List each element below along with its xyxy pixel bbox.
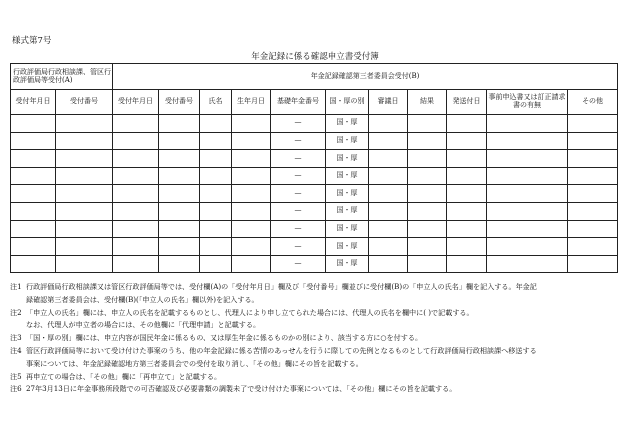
table-row: [11, 220, 618, 238]
entry-cell[interactable]: [369, 132, 408, 150]
entry-cell[interactable]: [568, 115, 618, 133]
entry-cell[interactable]: [159, 202, 200, 220]
pension-no-cell[interactable]: —: [271, 115, 326, 133]
entry-cell[interactable]: [447, 255, 487, 273]
table-row: [11, 255, 618, 273]
note-text: なお、代理人が申立者の場合には、その他欄に「代理申請」と記載する。: [26, 320, 261, 330]
entry-cell[interactable]: [56, 167, 113, 185]
entry-cell[interactable]: [11, 255, 56, 273]
entry-cell[interactable]: [487, 132, 568, 150]
note-label: 注2: [10, 307, 22, 317]
col-b-received-no: 受付番号: [159, 90, 200, 115]
note-text: 「国・厚の別」欄には、申立内容が国民年金に係るもの、又は厚生年金に係るものかの別により、該当する方に○を付する。: [26, 333, 423, 343]
entry-cell[interactable]: [232, 132, 271, 150]
note-label: 注5: [10, 371, 22, 381]
entry-cell[interactable]: [11, 202, 56, 220]
group-header-admin-office: 行政評価局行政相談課、管区行政評価局等受付(A): [11, 64, 113, 90]
note-line: [10, 345, 622, 358]
note-line: [10, 281, 622, 294]
form-number: 様式第7号: [12, 36, 52, 46]
entry-cell[interactable]: [487, 202, 568, 220]
entry-cell[interactable]: [56, 202, 113, 220]
pension-no-cell[interactable]: —: [271, 202, 326, 220]
note-text: 行政評価局行政相談課又は管区行政評価局等では、受付欄(A)の「受付年月日」欄及び「受付番号」欄並びに受付欄(B)の「申立人の氏名」欄を記入する。年金記: [26, 282, 537, 291]
entry-cell[interactable]: [159, 255, 200, 273]
entry-cell[interactable]: [408, 220, 447, 238]
col-result: 結果: [408, 90, 447, 115]
col-a-received-date: 受付年月日: [11, 90, 56, 115]
kokumin-kosei-cell[interactable]: 国・厚: [326, 202, 369, 220]
entry-cell[interactable]: [56, 150, 113, 168]
entry-cell[interactable]: [232, 115, 271, 133]
table-row: [11, 167, 618, 185]
pension-no-cell[interactable]: —: [271, 167, 326, 185]
entry-cell[interactable]: [56, 220, 113, 238]
entry-cell[interactable]: [408, 238, 447, 256]
pension-no-cell[interactable]: —: [271, 150, 326, 168]
entry-cell[interactable]: [369, 255, 408, 273]
entry-cell[interactable]: [447, 185, 487, 203]
pension-no-cell[interactable]: —: [271, 185, 326, 203]
entry-cell[interactable]: [159, 185, 200, 203]
kokumin-kosei-cell[interactable]: 国・厚: [326, 185, 369, 203]
note-text: 再申立ての場合は、「その他」欄に「再申立て」と記載する。: [26, 371, 222, 381]
entry-cell[interactable]: [159, 115, 200, 133]
entry-cell[interactable]: [232, 202, 271, 220]
entry-cell[interactable]: [369, 238, 408, 256]
entry-cell[interactable]: [56, 132, 113, 150]
table-row: [11, 150, 618, 168]
entry-cell[interactable]: [11, 220, 56, 238]
entry-cell[interactable]: [159, 132, 200, 150]
entry-cell[interactable]: [11, 115, 56, 133]
entry-cell[interactable]: [568, 255, 618, 273]
entry-cell[interactable]: [200, 150, 232, 168]
notes-section: [10, 281, 622, 396]
note-line: [10, 358, 622, 371]
entry-cell[interactable]: [200, 132, 232, 150]
note-label: 注1: [10, 282, 22, 291]
reception-ledger-table: [10, 63, 618, 273]
entry-cell[interactable]: [113, 115, 159, 133]
entry-cell[interactable]: [408, 185, 447, 203]
entry-cell[interactable]: [408, 255, 447, 273]
entry-cell[interactable]: [568, 132, 618, 150]
kokumin-kosei-cell[interactable]: 国・厚: [326, 255, 369, 273]
pension-no-cell[interactable]: —: [271, 238, 326, 256]
note-line: [10, 307, 622, 320]
table-row: [11, 202, 618, 220]
note-label: [10, 319, 26, 332]
note-line: [10, 383, 622, 396]
entry-cell[interactable]: [408, 150, 447, 168]
entry-cell[interactable]: [568, 238, 618, 256]
col-revised-request: 事前申込書又は訂正請求書の有無: [487, 90, 568, 115]
entry-cell[interactable]: [568, 150, 618, 168]
entry-cell[interactable]: [113, 202, 159, 220]
entry-cell[interactable]: [11, 132, 56, 150]
note-label: [10, 294, 26, 307]
note-text: 録確認第三者委員会は、受付欄(B)(「申立人の氏名」欄以外)を記入する。: [26, 294, 259, 304]
table-row: [11, 185, 618, 203]
col-a-received-no: 受付番号: [56, 90, 113, 115]
entry-cell[interactable]: [11, 238, 56, 256]
kokumin-kosei-cell[interactable]: 国・厚: [326, 238, 369, 256]
entry-cell[interactable]: [113, 167, 159, 185]
note-line: [10, 371, 622, 384]
table-row: [11, 132, 618, 150]
col-sent-date: 発送付日: [447, 90, 487, 115]
entry-cell[interactable]: [568, 220, 618, 238]
entry-cell[interactable]: [408, 132, 447, 150]
entry-cell[interactable]: [408, 167, 447, 185]
entry-cell[interactable]: [447, 167, 487, 185]
entry-cell[interactable]: [568, 185, 618, 203]
entry-cell[interactable]: [369, 185, 408, 203]
table-row: [11, 115, 618, 133]
entry-cell[interactable]: [232, 255, 271, 273]
entry-cell[interactable]: [113, 132, 159, 150]
entry-cell[interactable]: [232, 185, 271, 203]
pension-no-cell[interactable]: —: [271, 132, 326, 150]
note-line: [10, 294, 622, 307]
entry-cell[interactable]: [11, 167, 56, 185]
note-text: 「申立人の氏名」欄には、申立人の氏名を記載するものとし、代理人により申し立てられた場合には、代理人の氏名を欄中に( )で記載する。: [26, 307, 474, 317]
entry-cell[interactable]: [447, 150, 487, 168]
entry-cell[interactable]: [369, 202, 408, 220]
entry-cell[interactable]: [200, 255, 232, 273]
pension-no-cell[interactable]: —: [271, 255, 326, 273]
entry-cell[interactable]: [369, 115, 408, 133]
entry-cell[interactable]: [200, 115, 232, 133]
entry-cell[interactable]: [369, 167, 408, 185]
table-row: [11, 238, 618, 256]
group-header-committee: 年金記録確認第三者委員会受付(B): [113, 64, 618, 90]
entry-cell[interactable]: [159, 238, 200, 256]
pension-no-cell[interactable]: —: [271, 220, 326, 238]
note-line: [10, 332, 622, 345]
ledger-rows: [11, 115, 618, 273]
note-label: 注3: [10, 333, 22, 343]
entry-cell[interactable]: [200, 185, 232, 203]
entry-cell[interactable]: [56, 238, 113, 256]
document-title: 年金記録に係る確認申立書受付簿: [251, 52, 379, 62]
entry-cell[interactable]: [113, 238, 159, 256]
kokumin-kosei-cell[interactable]: 国・厚: [326, 220, 369, 238]
col-other: その他: [568, 90, 618, 115]
entry-cell[interactable]: [159, 150, 200, 168]
note-text: 27年3月13日に年金事務所段階での可否確認及び必要書類の調製未了で受け付けた事案については、「その他」欄にその旨を記載する。: [26, 384, 457, 394]
note-line: [10, 319, 622, 332]
entry-cell[interactable]: [56, 115, 113, 133]
entry-cell[interactable]: [568, 167, 618, 185]
entry-cell[interactable]: [113, 220, 159, 238]
entry-cell[interactable]: [11, 150, 56, 168]
entry-cell[interactable]: [11, 185, 56, 203]
col-deliberation-date: 審議日: [369, 90, 408, 115]
entry-cell[interactable]: [487, 150, 568, 168]
entry-cell[interactable]: [200, 238, 232, 256]
col-name: 氏名: [200, 90, 232, 115]
entry-cell[interactable]: [447, 202, 487, 220]
kokumin-kosei-cell[interactable]: 国・厚: [326, 132, 369, 150]
entry-cell[interactable]: [447, 220, 487, 238]
entry-cell[interactable]: [369, 150, 408, 168]
note-label: 注6: [10, 384, 22, 394]
entry-cell[interactable]: [113, 255, 159, 273]
entry-cell[interactable]: [487, 185, 568, 203]
entry-cell[interactable]: [113, 150, 159, 168]
entry-cell[interactable]: [487, 167, 568, 185]
kokumin-kosei-cell[interactable]: 国・厚: [326, 150, 369, 168]
entry-cell[interactable]: [232, 220, 271, 238]
entry-cell[interactable]: [232, 150, 271, 168]
note-text: 管区行政評価局等において受け付けた事案のうち、他の年金記録に係る苦情のあっせんを行うに際しての先例となるものとして行政評価局行政相談課へ移送する: [26, 345, 537, 355]
entry-cell[interactable]: [232, 238, 271, 256]
note-text: 事案については、年金記録確認地方第三者委員会での受付を取り消し、「その他」欄にその旨を記載する。: [26, 358, 363, 368]
entry-cell[interactable]: [56, 185, 113, 203]
entry-cell[interactable]: [56, 255, 113, 273]
entry-cell[interactable]: [200, 202, 232, 220]
entry-cell[interactable]: [159, 220, 200, 238]
note-label: [10, 358, 26, 371]
entry-cell[interactable]: [447, 115, 487, 133]
kokumin-kosei-cell[interactable]: 国・厚: [326, 115, 369, 133]
entry-cell[interactable]: [113, 185, 159, 203]
entry-cell[interactable]: [408, 115, 447, 133]
entry-cell[interactable]: [487, 220, 568, 238]
col-kokumin-kosei: 国・厚の別: [326, 90, 369, 115]
entry-cell[interactable]: [369, 220, 408, 238]
entry-cell[interactable]: [487, 238, 568, 256]
entry-cell[interactable]: [159, 167, 200, 185]
entry-cell[interactable]: [487, 255, 568, 273]
col-birth-date: 生年月日: [232, 90, 271, 115]
entry-cell[interactable]: [568, 202, 618, 220]
entry-cell[interactable]: [200, 220, 232, 238]
col-pension-no: 基礎年金番号: [271, 90, 326, 115]
entry-cell[interactable]: [232, 167, 271, 185]
entry-cell[interactable]: [200, 167, 232, 185]
entry-cell[interactable]: [408, 202, 447, 220]
entry-cell[interactable]: [447, 238, 487, 256]
entry-cell[interactable]: [487, 115, 568, 133]
note-label: 注4: [10, 345, 22, 355]
entry-cell[interactable]: [447, 132, 487, 150]
kokumin-kosei-cell[interactable]: 国・厚: [326, 167, 369, 185]
col-b-received-date: 受付年月日: [113, 90, 159, 115]
